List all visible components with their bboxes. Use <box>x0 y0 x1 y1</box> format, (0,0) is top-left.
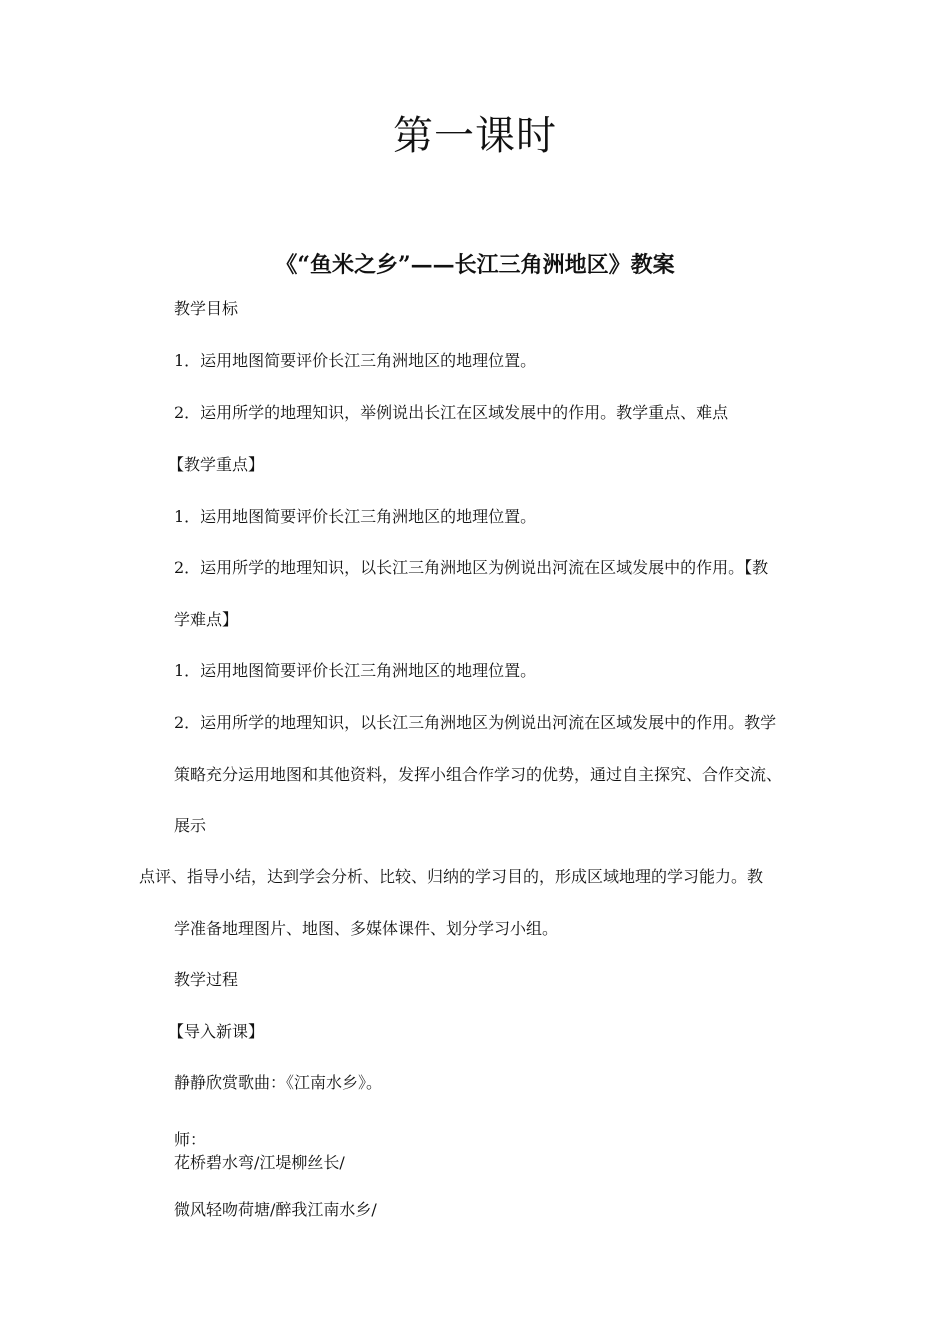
section-heading-process: 教学过程 <box>174 970 239 989</box>
page-title: 第一课时 <box>393 113 557 159</box>
lyric-line: 微风轻吻荷塘/醉我江南水乡/ <box>174 1200 377 1219</box>
paragraph-line: 学准备地理图片、地图、多媒体课件、划分学习小组。 <box>174 919 559 938</box>
paragraph-line: 2．运用所学的地理知识，举例说出长江在区域发展中的作用。教学重点、难点 <box>174 403 729 422</box>
section-heading-intro: 【导入新课】 <box>168 1022 265 1041</box>
paragraph-line: 2．运用所学的地理知识，以长江三角洲地区为例说出河流在区域发展中的作用。【教 <box>174 558 769 577</box>
paragraph-line: 展示 <box>174 816 207 835</box>
paragraph-line: 1．运用地图简要评价长江三角洲地区的地理位置。 <box>174 507 537 526</box>
paragraph-line: 策略充分运用地图和其他资料，发挥小组合作学习的优势，通过自主探究、合作交流、 <box>174 765 783 784</box>
speaker-label: 师： <box>174 1130 207 1149</box>
document-subtitle: 《“鱼米之乡”——长江三角洲地区》教案 <box>275 252 675 278</box>
paragraph-line: 点评、指导小结，达到学会分析、比较、归纳的学习目的，形成区域地理的学习能力。教 <box>139 867 764 886</box>
section-heading-key-points: 【教学重点】 <box>168 455 265 474</box>
paragraph-line: 1．运用地图简要评价长江三角洲地区的地理位置。 <box>174 351 537 370</box>
paragraph-line: 静静欣赏歌曲：《江南水乡》。 <box>174 1073 383 1092</box>
lyric-line: 花桥碧水弯/江堤柳丝长/ <box>174 1153 345 1172</box>
section-heading-objectives: 教学目标 <box>174 299 239 318</box>
paragraph-line: 2．运用所学的地理知识，以长江三角洲地区为例说出河流在区域发展中的作用。教学 <box>174 713 777 732</box>
paragraph-line: 学难点】 <box>174 610 239 629</box>
paragraph-line: 1．运用地图简要评价长江三角洲地区的地理位置。 <box>174 661 537 680</box>
